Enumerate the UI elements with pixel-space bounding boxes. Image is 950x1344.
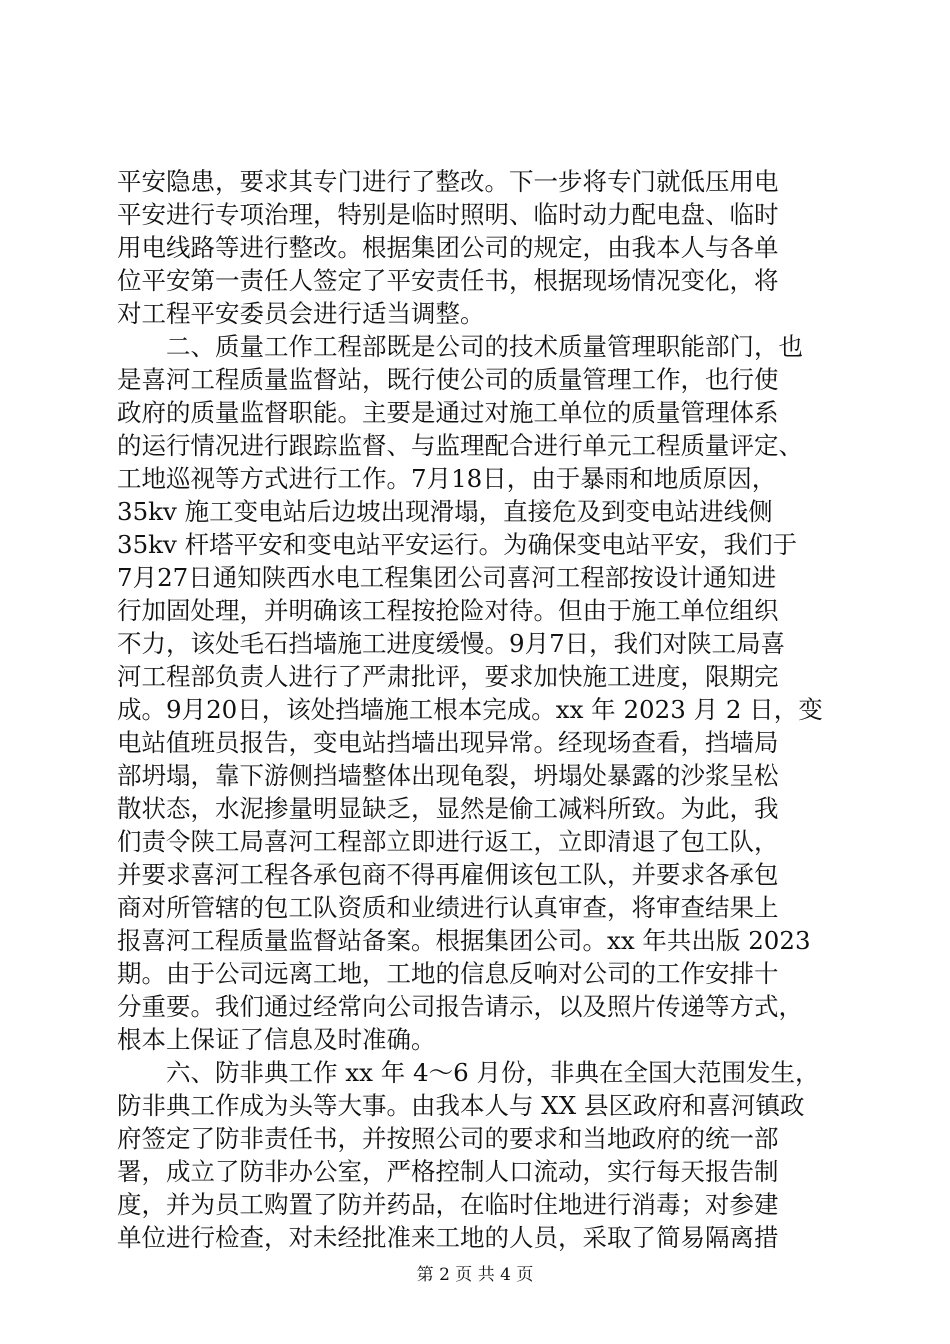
text-line: 报喜河工程质量监督站备案。根据集团公司。xx 年共出版 2023	[117, 926, 811, 955]
text-line: 位平安第一责任人签定了平安责任书，根据现场情况变化，将	[117, 266, 779, 295]
text-line: 的运行情况进行跟踪监督、与监理配合进行单元工程质量评定、	[117, 431, 803, 460]
text-line: 35kv 施工变电站后边坡出现滑塌，直接危及到变电站进线侧	[117, 497, 773, 526]
page-footer: 第 2 页 共 4 页	[416, 1265, 534, 1285]
text-line: 府签定了防非责任书，并按照公司的要求和当地政府的统一部	[117, 1124, 779, 1153]
text-line: 工地巡视等方式进行工作。7月18日，由于暴雨和地质原因，	[117, 464, 777, 493]
text-line: 河工程部负责人进行了严肃批评，要求加快施工进度，限期完	[117, 662, 779, 691]
text-line: 商对所管辖的包工队资质和业绩进行认真审查，将审查结果上	[117, 893, 779, 922]
text-line: 分重要。我们通过经常向公司报告请示，以及照片传递等方式，	[117, 992, 803, 1021]
text-line: 根本上保证了信息及时准确。	[117, 1025, 436, 1054]
text-line: 并要求喜河工程各承包商不得再雇佣该包工队，并要求各承包	[117, 860, 779, 889]
text-line: 六、防非典工作 xx 年 4～6 月份，非典在全国大范围发生，	[117, 1058, 820, 1087]
text-line: 成。9月20日，该处挡墙施工根本完成。xx 年 2023 月 2 日，变	[117, 695, 823, 724]
text-line: 政府的质量监督职能。主要是通过对施工单位的质量管理体系	[117, 398, 779, 427]
text-line: 对工程平安委员会进行适当调整。	[117, 299, 485, 328]
text-line: 7月27日通知陕西水电工程集团公司喜河工程部按设计通知进	[117, 563, 777, 592]
text-line: 平安隐患，要求其专门进行了整改。下一步将专门就低压用电	[117, 167, 779, 196]
text-line: 二、质量工作工程部既是公司的技术质量管理职能部门，也	[117, 332, 803, 361]
text-line: 用电线路等进行整改。根据集团公司的规定，由我本人与各单	[117, 233, 779, 262]
text-line: 们责令陕工局喜河工程部立即进行返工，立即清退了包工队，	[117, 827, 779, 856]
text-line: 部坍塌，靠下游侧挡墙整体出现龟裂，坍塌处暴露的沙浆呈松	[117, 761, 779, 790]
text-line: 平安进行专项治理，特别是临时照明、临时动力配电盘、临时	[117, 200, 779, 229]
text-line: 署，成立了防非办公室，严格控制人口流动，实行每天报告制	[117, 1157, 779, 1186]
text-line: 期。由于公司远离工地，工地的信息反响对公司的工作安排十	[117, 959, 779, 988]
text-line: 电站值班员报告，变电站挡墙出现异常。经现场查看，挡墙局	[117, 728, 779, 757]
text-line: 是喜河工程质量监督站，既行使公司的质量管理工作，也行使	[117, 365, 779, 394]
text-line: 行加固处理，并明确该工程按抢险对待。但由于施工单位组织	[117, 596, 779, 625]
text-line: 度，并为员工购置了防并药品，在临时住地进行消毒；对参建	[117, 1190, 779, 1219]
text-line: 35kv 杆塔平安和变电站平安运行。为确保变电站平安，我们于	[117, 530, 798, 559]
text-line: 单位进行检查，对未经批准来工地的人员，采取了简易隔离措	[117, 1223, 779, 1252]
text-line: 散状态，水泥掺量明显缺乏，显然是偷工减料所致。为此，我	[117, 794, 779, 823]
text-line: 防非典工作成为头等大事。由我本人与 XX 县区政府和喜河镇政	[117, 1091, 805, 1120]
text-line: 不力，该处毛石挡墙施工进度缓慢。9月7日，我们对陕工局喜	[117, 629, 786, 658]
